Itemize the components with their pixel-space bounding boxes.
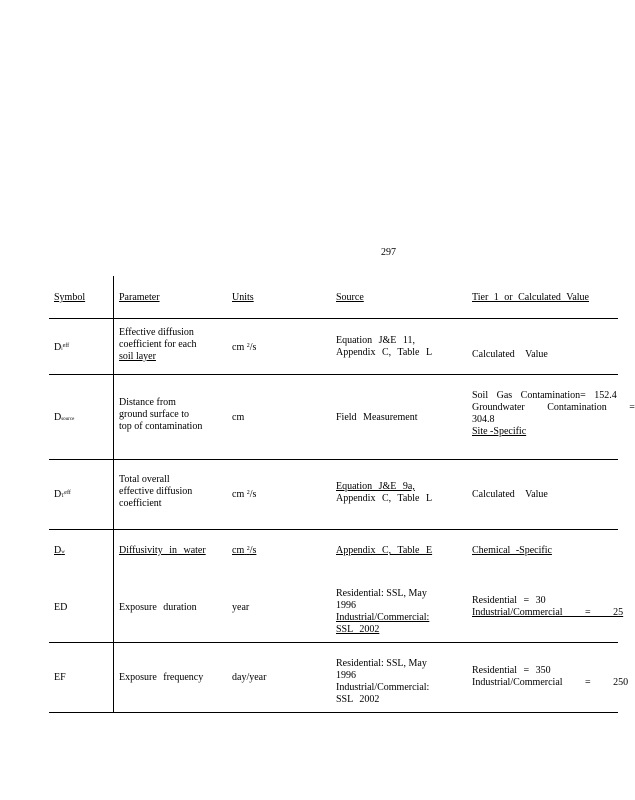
- header-symbol: Symbol: [54, 292, 86, 303]
- row-units: cm $^2$/s: [232, 489, 257, 500]
- row-units: year: [232, 602, 250, 613]
- row-parameter: Exposure duration: [119, 602, 197, 613]
- row-value: Residential = 30 Industrial/Commercial = 25: [472, 595, 624, 618]
- row-symbol: $D_{source}$: [54, 412, 75, 423]
- row-units: cm $^2$/s: [232, 342, 257, 353]
- row-units: day/year: [232, 672, 267, 683]
- row-parameter: Effective diffusion coefficient for each soil layer: [119, 327, 197, 362]
- table-column-divider: [113, 276, 114, 713]
- row-symbol: $D_w$: [54, 545, 65, 556]
- row-value: Calculated Value: [472, 349, 548, 360]
- header-row-divider: [49, 318, 618, 319]
- row-value: Chemical -Specific: [472, 545, 552, 556]
- row-symbol: $D_i^{eff}$: [54, 342, 70, 353]
- row-units: cm: [232, 412, 245, 423]
- row-source: Appendix C, Table E: [336, 545, 433, 556]
- row-symbol: EF: [54, 672, 66, 683]
- row-parameter: Exposure frequency: [119, 672, 204, 683]
- row-value: Residential = 350 Industrial/Commercial = 250: [472, 665, 629, 688]
- row-units: cm $^2$/s: [232, 545, 257, 556]
- row-source: Equation J&E 11, Appendix C, Table L: [336, 335, 433, 358]
- row-divider: [49, 529, 618, 530]
- row-divider: [49, 642, 618, 643]
- row-source: Equation J&E 9a, Appendix C, Table L: [336, 481, 433, 504]
- header-value: Tier 1 or Calculated Value: [472, 292, 589, 303]
- row-symbol: $D_T^{eff}$: [54, 489, 71, 500]
- row-value: Calculated Value: [472, 489, 548, 500]
- row-parameter: Distance from ground surface to top of contamination: [119, 397, 203, 432]
- header-parameter: Parameter: [119, 292, 160, 303]
- row-divider: [49, 374, 618, 375]
- row-parameter: Diffusivity in water: [119, 545, 206, 556]
- table-bottom-border: [49, 712, 618, 713]
- row-source: Field Measurement: [336, 412, 418, 423]
- row-value: Soil Gas Contamination= 152.4 Groundwater Contamination = 304.8 Site -Specific: [472, 390, 635, 437]
- row-symbol: ED: [54, 602, 68, 613]
- header-source: Source: [336, 292, 364, 303]
- page-number: 297: [381, 247, 396, 258]
- row-divider: [49, 459, 618, 460]
- header-units: Units: [232, 292, 254, 303]
- row-source: Residential: SSL, May 1996 Industrial/Commercial: SSL 2002: [336, 658, 430, 705]
- row-parameter: Total overall effective diffusion coefficient: [119, 474, 193, 509]
- row-source: Residential: SSL, May 1996 Industrial/Commercial: SSL 2002: [336, 588, 430, 635]
